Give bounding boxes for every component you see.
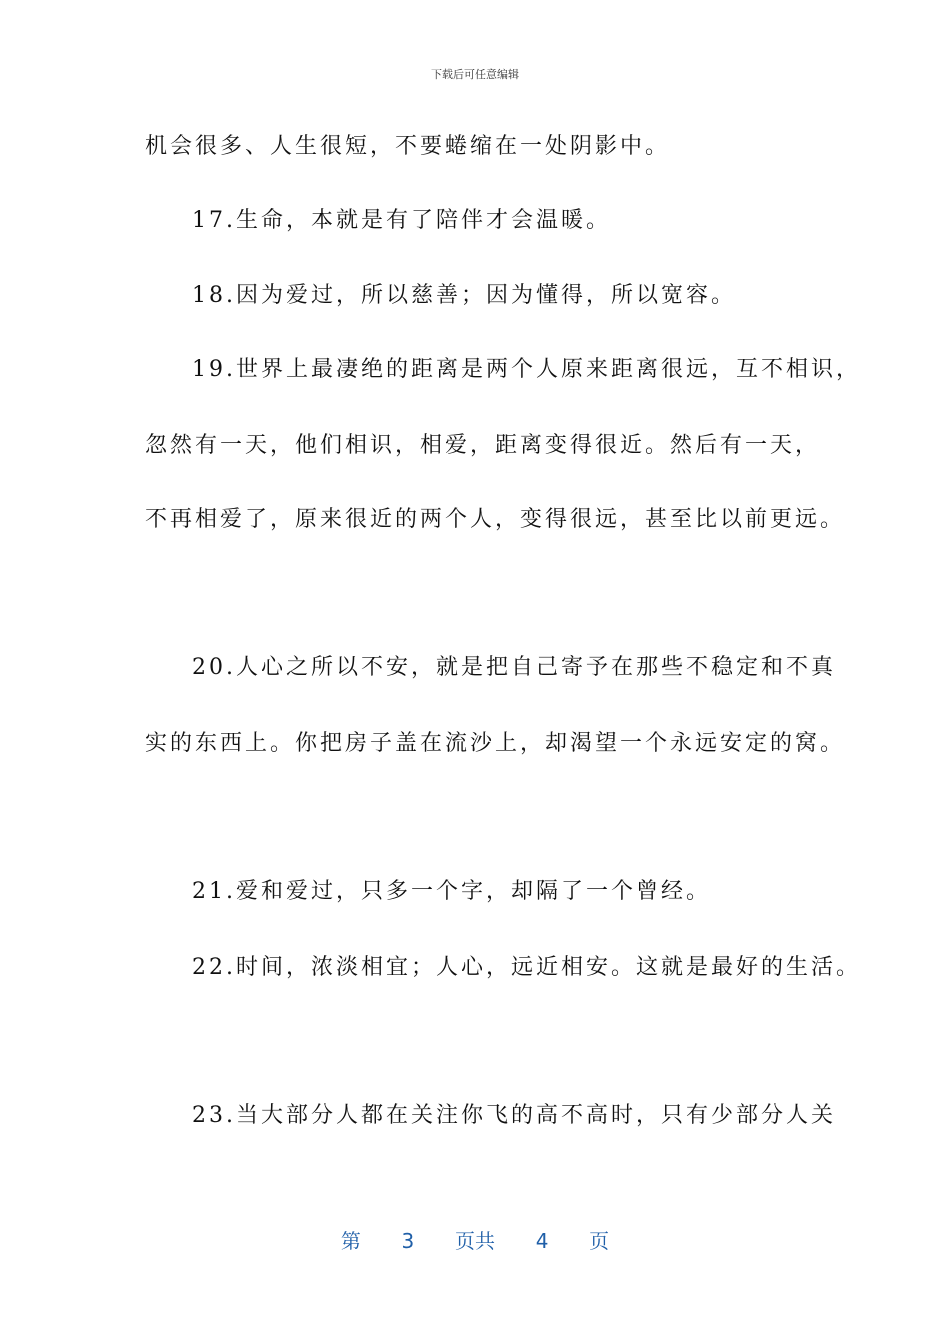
text-line-5: 忽然有一天，他们相识，相爱，距离变得很近。然后有一天， <box>145 433 821 458</box>
text-line-6: 不再相爱了，原来很近的两个人，变得很远，甚至比以前更远。 <box>145 507 846 532</box>
footer-page-number: 3 <box>401 1229 415 1253</box>
text-line-11: 23.当大部分人都在关注你飞的高不高时，只有少部分人关 <box>192 1103 836 1128</box>
page-footer <box>0 1225 950 1254</box>
footer-page-separator: 页共 <box>455 1229 495 1253</box>
page-header: 下载后可任意编辑 <box>431 68 519 81</box>
footer-page-label: 第 <box>340 1229 361 1253</box>
text-line-9: 21.爱和爱过，只多一个字，却隔了一个曾经。 <box>192 879 711 904</box>
footer-total-pages: 4 <box>535 1229 549 1253</box>
text-line-7: 20.人心之所以不安，就是把自己寄予在那些不稳定和不真 <box>192 655 836 680</box>
text-line-3: 18.因为爱过，所以慈善；因为懂得，所以宽容。 <box>192 283 736 308</box>
text-line-10: 22.时间，浓淡相宜；人心，远近相安。这就是最好的生活。 <box>192 955 861 980</box>
text-line-4: 19.世界上最凄绝的距离是两个人原来距离很远，互不相识， <box>192 357 861 382</box>
text-line-1: 机会很多、人生很短，不要蜷缩在一处阴影中。 <box>145 134 671 159</box>
footer-page-unit: 页 <box>589 1229 610 1253</box>
text-line-8: 实的东西上。你把房子盖在流沙上，却渴望一个永远安定的窝。 <box>145 731 846 756</box>
text-line-2: 17.生命，本就是有了陪伴才会温暖。 <box>192 208 611 233</box>
